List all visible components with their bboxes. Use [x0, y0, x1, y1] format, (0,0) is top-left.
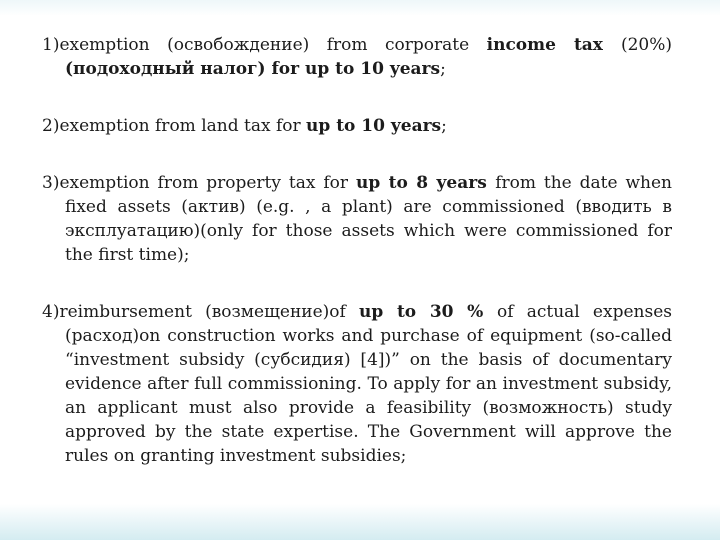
- item-number: 3): [42, 173, 60, 193]
- item-number: 4): [42, 302, 60, 322]
- item-text: exemption from land tax for: [59, 116, 307, 136]
- list-item-3: [42, 171, 672, 267]
- item-bold-text: income tax: [486, 35, 621, 55]
- list-item-4: [42, 300, 672, 468]
- item-number: 2): [42, 116, 60, 136]
- item-text: from the date when fixed assets (актив) (e.g. , a plant) are commissioned (вводить в эксплуатацию)(only for those assets which were commissioned for the first time);: [65, 173, 672, 265]
- item-bold-text: up to 8 years: [355, 173, 496, 193]
- item-text: reimbursement (возмещение)of: [59, 302, 359, 322]
- list-item-2: [42, 114, 672, 138]
- item-text: (20%): [620, 35, 673, 55]
- item-text: exemption (освобождение) from corporate: [59, 35, 487, 55]
- item-text: ;: [440, 59, 446, 79]
- item-text: exemption from property tax for: [59, 173, 356, 193]
- item-number: 1): [42, 35, 60, 55]
- item-bold-text: (подоходный налог) for up to 10 years: [65, 59, 441, 79]
- item-bold-text: up to 10 years: [306, 116, 442, 136]
- item-text: ;: [441, 116, 447, 136]
- item-text: of actual expenses (расход)on construction works and purchase of equipment (so-called “investment subsidy (субсидия) [4])” on the basis of documentary evidence after full commissioning. To apply for an investment subsidy, an applicant must also provide a feasibility (возможность) study approved by the state expertise. The Government will approve the rules on granting investment subsidies;: [65, 302, 672, 466]
- list-item-1: [42, 33, 672, 81]
- item-bold-text: up to 30 %: [359, 302, 498, 322]
